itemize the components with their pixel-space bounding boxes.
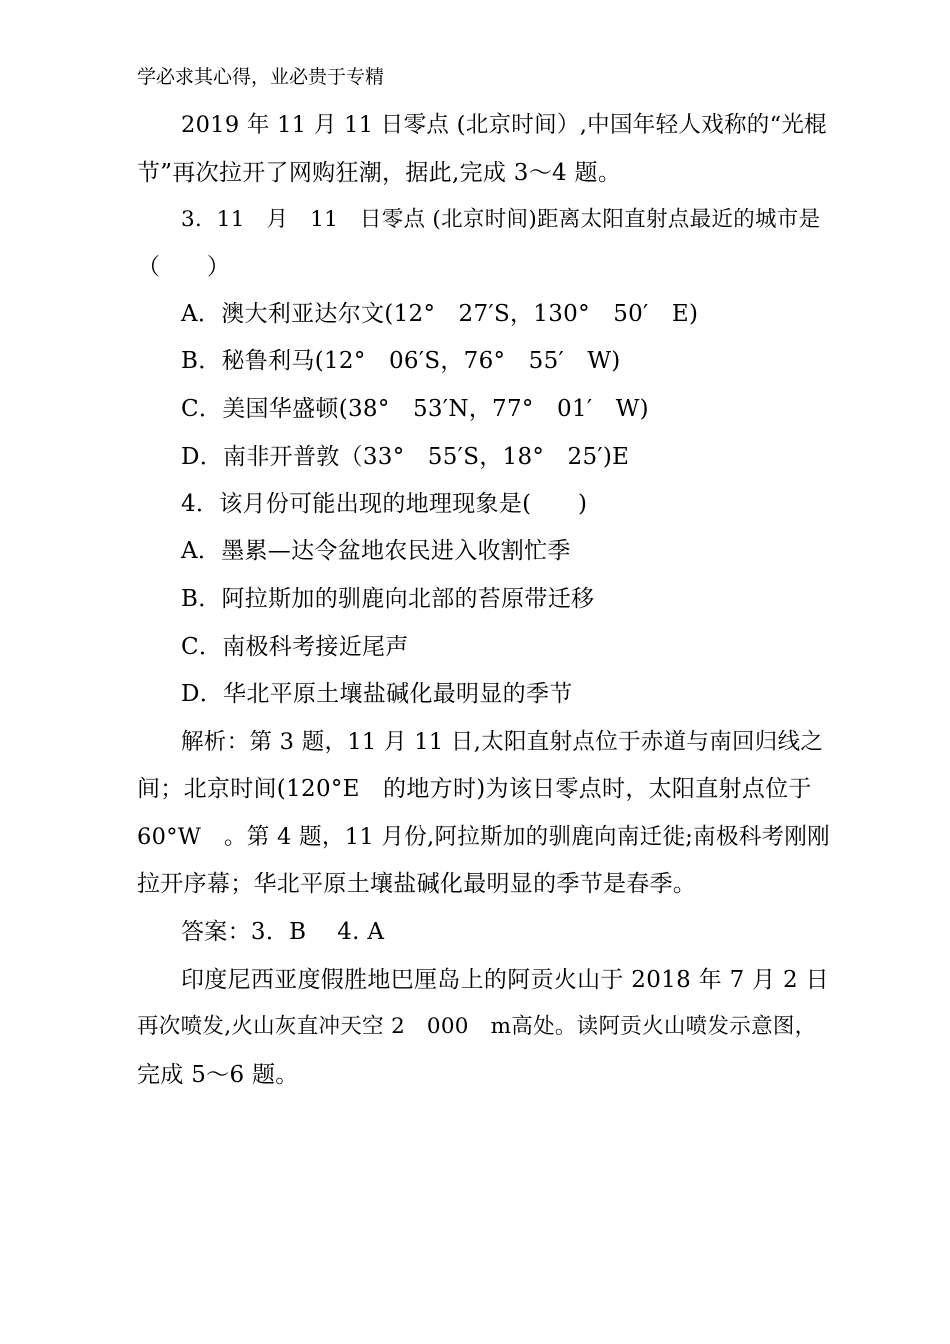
answer-line: 答案：3．B 4. A	[181, 919, 385, 945]
question-3-option-c: C．美国华盛顿(38° 53′N，77° 01′ W)	[181, 396, 649, 422]
analysis-line-1: 解析：第 3 题，11 月 11 日,太阳直射点位于赤道与南回归线之	[181, 729, 824, 755]
intro-line-2: 节”再次拉开了网购狂潮，据此,完成 3～4 题。	[137, 160, 622, 186]
question-3-option-b: B．秘鲁利马(12° 06′S，76° 55′ W)	[181, 348, 621, 374]
intro2-line-3: 完成 5～6 题。	[137, 1062, 299, 1088]
question-4-stem: 4．该月份可能出现的地理现象是( )	[181, 491, 588, 517]
analysis-line-3: 60°W 。第 4 题，11 月份,阿拉斯加的驯鹿向南迁徙;南极科考刚刚	[137, 824, 830, 850]
question-3-option-d: D．南非开普敦（33° 55′S，18° 25′)E	[181, 444, 630, 470]
question-4-option-d: D．华北平原土壤盐碱化最明显的季节	[181, 681, 573, 707]
intro2-line-1: 印度尼西亚度假胜地巴厘岛上的阿贡火山于 2018 年 7 月 2 日	[181, 967, 829, 993]
question-4-option-c: C．南极科考接近尾声	[181, 634, 409, 660]
question-4-option-b: B．阿拉斯加的驯鹿向北部的苔原带迁移	[181, 586, 595, 612]
question-4-option-a: A．墨累—达令盆地农民进入收割忙季	[181, 538, 571, 564]
page-header: 学必求其心得，业必贵于专精	[137, 66, 385, 88]
question-3-blank: （ ）	[137, 254, 231, 280]
intro-line-1: 2019 年 11 月 11 日零点 (北京时间）,中国年轻人戏称的“光棍	[181, 112, 827, 138]
question-3-stem: 3．11 月 11 日零点 (北京时间)距离太阳直射点最近的城市是	[181, 207, 821, 232]
analysis-line-4: 拉开序幕；华北平原土壤盐碱化最明显的季节是春季。	[137, 871, 697, 897]
analysis-line-2: 间；北京时间(120°E 的地方时)为该日零点时，太阳直射点位于	[137, 776, 812, 802]
intro2-line-2: 再次喷发,火山灰直冲天空 2 000 m高处。读阿贡火山喷发示意图，	[137, 1014, 817, 1039]
question-3-option-a: A．澳大利亚达尔文(12° 27′S，130° 50′ E)	[181, 301, 699, 327]
